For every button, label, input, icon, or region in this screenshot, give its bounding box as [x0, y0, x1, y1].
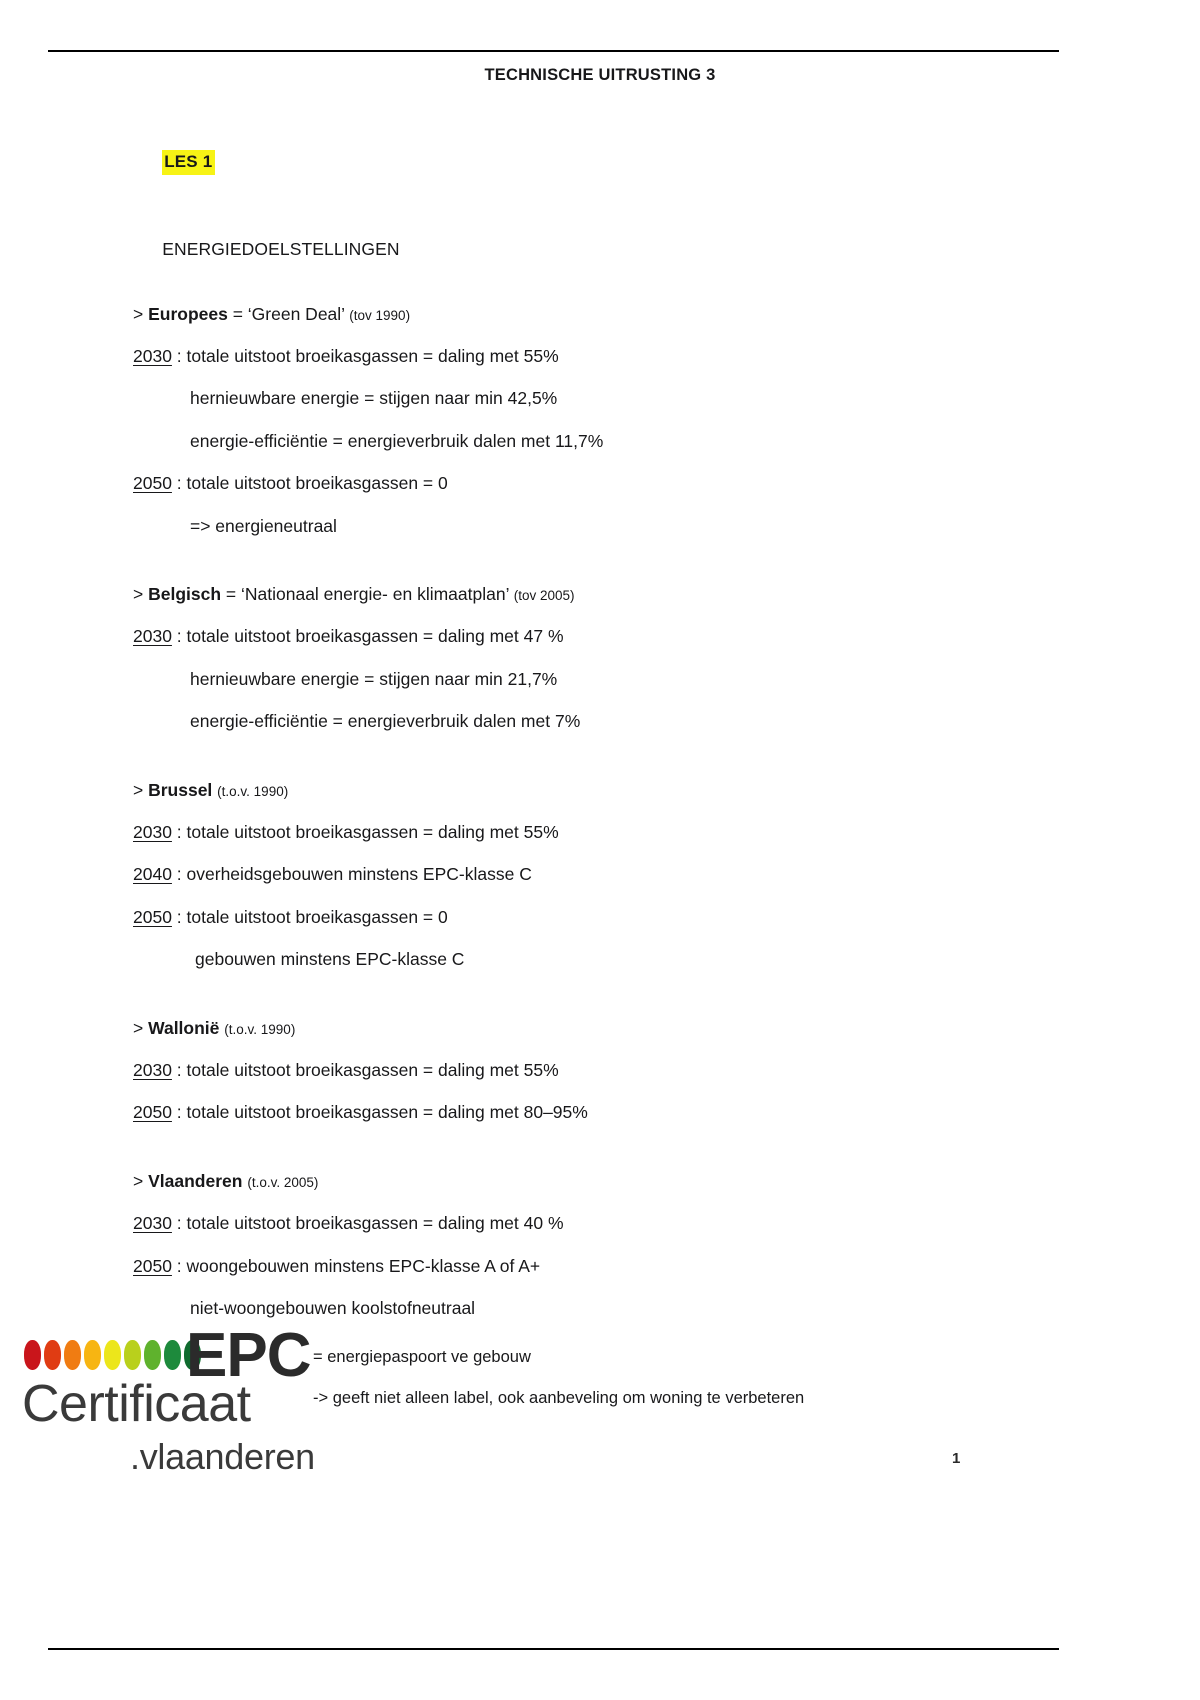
block-bullet: > [133, 779, 149, 800]
block-heading [133, 1017, 1063, 1039]
scale-dot [164, 1340, 181, 1370]
row-text: woongebouwen minstens EPC-klasse A of A+ [186, 1255, 541, 1276]
row-text: totale uitstoot broeikasgassen = daling met 47 % [186, 626, 564, 647]
row-text: energie-efficiëntie = energieverbruik dalen met 11,7% [190, 430, 604, 451]
row-separator: : [171, 346, 187, 367]
row-text: totale uitstoot broeikasgassen = daling met 55% [186, 346, 559, 367]
row-text: gebouwen minstens EPC-klasse C [195, 949, 465, 970]
page-title: TECHNISCHE UITRUSTING 3 [484, 66, 716, 84]
block-title: Europees [148, 303, 228, 324]
block-bullet: > [133, 1170, 149, 1191]
row-separator: : [171, 1102, 187, 1123]
year-label: 2050 [133, 1255, 172, 1276]
detail-row [133, 668, 1063, 690]
block-title-rest: = ‘Green Deal’ [227, 303, 350, 324]
row-text: hernieuwbare energie = stijgen naar min 42,5% [190, 388, 558, 409]
year-label: 2050 [133, 473, 172, 494]
logo-certificaat-text: Certificaat [22, 1375, 251, 1433]
detail-row [133, 1212, 1063, 1234]
block-title: Brussel [148, 779, 213, 800]
block-title-note: (t.o.v. 2005) [247, 1174, 319, 1190]
row-text: => energieneutraal [190, 515, 337, 536]
block-title-note: (tov 1990) [349, 307, 411, 323]
row-text: hernieuwbare energie = stijgen naar min 21,7% [190, 668, 558, 689]
year-label: 2030 [133, 1059, 172, 1080]
detail-row [133, 906, 1063, 928]
detail-row [133, 1059, 1063, 1081]
detail-row [133, 345, 1063, 367]
section-heading-label: ENERGIEDOELSTELLINGEN [162, 238, 400, 259]
detail-row [133, 948, 1063, 970]
epc-certificaat-logo [18, 1321, 318, 1486]
row-text: totale uitstoot broeikasgassen = daling met 55% [186, 822, 559, 842]
detail-row [133, 1297, 1063, 1319]
year-label: 2030 [133, 822, 172, 842]
logo-vlaanderen-text: .vlaanderen [130, 1436, 315, 1477]
header-divider [48, 50, 1059, 52]
logo-note-remark: -> geeft niet alleen label, ook aanbeveling om woning te verbeteren [313, 1389, 805, 1407]
block-title: Wallonië [148, 1017, 220, 1038]
block-heading [133, 303, 1063, 325]
scale-dot [144, 1340, 161, 1370]
year-label: 2050 [133, 906, 172, 927]
row-separator: : [171, 864, 187, 885]
block-heading [133, 779, 1063, 801]
block-title: Belgisch [148, 584, 222, 605]
row-text: totale uitstoot broeikasgassen = 0 [186, 906, 448, 927]
detail-row [133, 625, 1063, 647]
detail-row [133, 430, 1063, 452]
section-heading [133, 216, 1063, 283]
section-tag-line [133, 128, 1063, 198]
detail-row [133, 387, 1063, 409]
detail-row [133, 821, 1063, 843]
row-separator: : [171, 1255, 187, 1276]
block-title-rest: = ‘Nationaal energie- en klimaatplan’ [221, 584, 514, 605]
detail-row [133, 863, 1063, 885]
year-label: 2030 [133, 1213, 172, 1234]
detail-row [133, 710, 1063, 732]
block-bullet: > [133, 303, 149, 324]
logo-note-definition: = energiepaspoort ve gebouw [313, 1348, 531, 1366]
row-separator: : [171, 906, 187, 927]
row-text: totale uitstoot broeikasgassen = 0 [186, 473, 448, 494]
scale-dot [84, 1340, 101, 1370]
scale-dot [124, 1340, 141, 1370]
row-separator: : [171, 1059, 187, 1080]
color-scale-icon [24, 1340, 201, 1370]
detail-row [133, 1255, 1063, 1277]
page-number: 1 [952, 1450, 961, 1467]
detail-row [133, 472, 1063, 494]
row-text: overheidsgebouwen minstens EPC-klasse C [186, 864, 532, 885]
row-text: niet-woongebouwen koolstofneutraal [190, 1297, 476, 1318]
scale-dot [104, 1340, 121, 1370]
scale-dot [64, 1340, 81, 1370]
row-separator: : [171, 626, 187, 647]
row-separator: : [171, 473, 187, 494]
year-label: 2030 [133, 626, 172, 647]
document-body [133, 128, 1063, 1339]
block-title-note: (tov 2005) [513, 588, 575, 604]
scale-dot [44, 1340, 61, 1370]
year-label: 2050 [133, 1102, 172, 1123]
block-heading [133, 583, 1063, 605]
logo-epc-text: EPC [186, 1321, 311, 1390]
scale-dot [24, 1340, 41, 1370]
row-text: totale uitstoot broeikasgassen = daling met 80–95% [186, 1102, 588, 1123]
section-tag: LES 1 [162, 150, 215, 175]
block-bullet: > [133, 1017, 149, 1038]
detail-row [133, 515, 1063, 537]
block-title-note: (t.o.v. 1990) [224, 1021, 296, 1037]
footer-divider [48, 1648, 1059, 1650]
row-text: totale uitstoot broeikasgassen = daling met 55% [186, 1059, 559, 1080]
year-label: 2040 [133, 864, 172, 885]
row-text: energie-efficiëntie = energieverbruik dalen met 7% [190, 711, 581, 732]
row-text: totale uitstoot broeikasgassen = daling met 40 % [186, 1213, 564, 1234]
year-label: 2030 [133, 346, 172, 367]
block-title-note: (t.o.v. 1990) [217, 783, 289, 799]
detail-row [133, 1101, 1063, 1123]
row-separator: : [171, 1213, 187, 1234]
block-heading [133, 1170, 1063, 1192]
block-bullet: > [133, 584, 149, 605]
block-title: Vlaanderen [148, 1170, 243, 1191]
row-separator: : [171, 822, 187, 842]
